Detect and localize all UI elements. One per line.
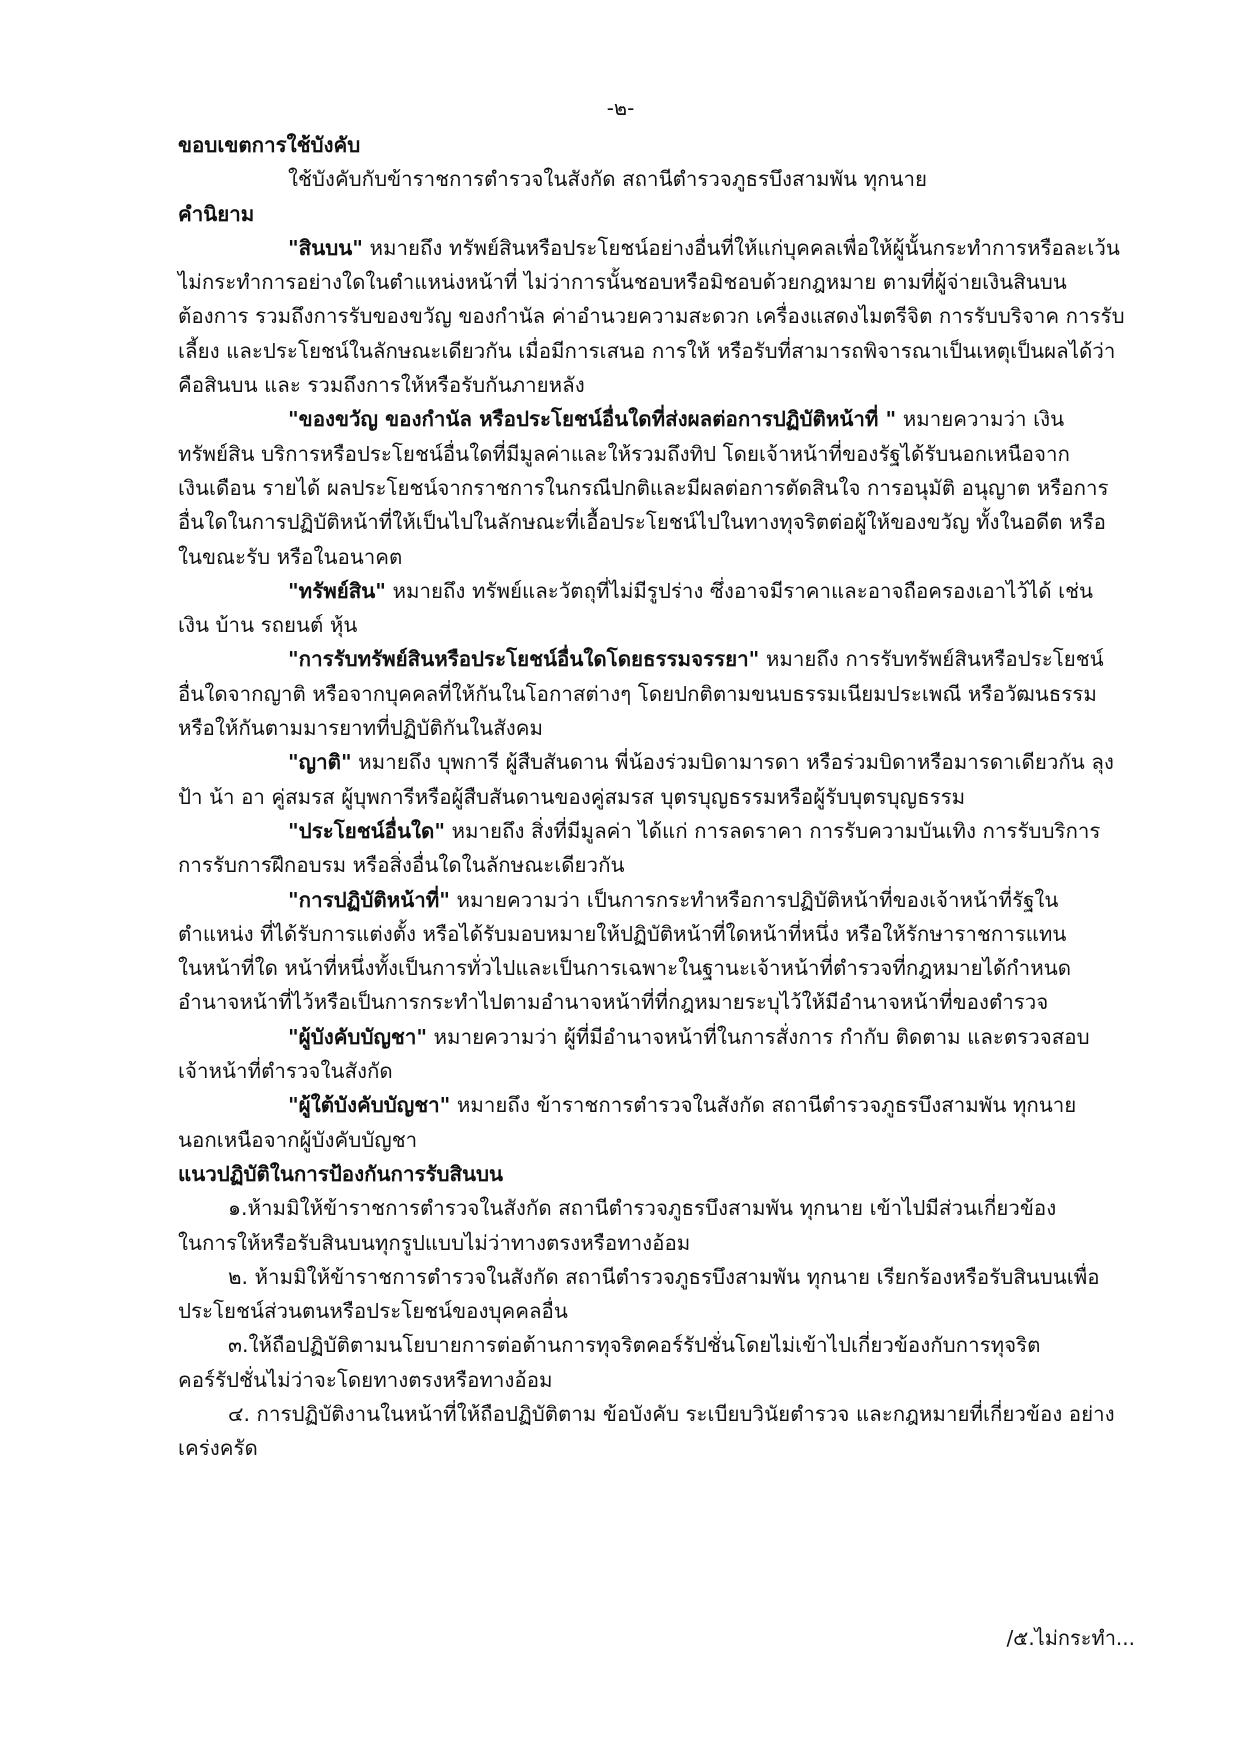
definition-line: ไม่กระทำการอย่างใดในตำแหน่งหน้าที่ ไม่ว่าการนั้นชอบหรือมิชอบด้วยกฎหมาย ตามที่ผู้จ่ายเงินสินบน bbox=[178, 270, 1067, 295]
continuation-footer: /๕.ไม่กระทำ... bbox=[1006, 1626, 1135, 1650]
scope-text: ใช้บังคับกับข้าราชการตำรวจในสังกัด สถานีตำรวจภูธรบึงสามพัน ทุกนาย bbox=[288, 167, 928, 192]
definition-text: หมายถึง ทรัพย์และวัตถุที่ไม่มีรูปร่าง ซึ่งอาจมีราคาและอาจถือครองเอาไว้ได้ เช่น bbox=[385, 578, 1094, 603]
definition-relatives bbox=[178, 745, 1135, 814]
definition-term: "ญาติ" bbox=[288, 750, 352, 775]
definition-line bbox=[178, 745, 1135, 779]
definition-supervisor bbox=[178, 1020, 1135, 1089]
definition-term: "ผู้บังคับบัญชา" bbox=[288, 1024, 428, 1049]
definition-text: หมายความว่า เป็นการกระทำหรือการปฏิบัติหน้าที่ของเจ้าหน้าที่รัฐใน bbox=[449, 887, 1059, 912]
definition-term: "ประโยชน์อื่นใด" bbox=[288, 818, 445, 843]
definition-line bbox=[178, 231, 1135, 265]
definition-line bbox=[178, 883, 1135, 917]
definition-line: อื่นใดจากญาติ หรือจากบุคคลที่ให้กันในโอกาสต่างๆ โดยปกติตามขนบธรรมเนียมประเพณี หรือวัฒนธรรม bbox=[178, 681, 1097, 706]
definition-term: "สินบน" bbox=[288, 235, 363, 260]
definition-line: เลี้ยง และประโยชน์ในลักษณะเดียวกัน เมื่อมีการเสนอ การให้ หรือรับที่สามารถพิจารณาเป็นเหตุเป็นผลได้ว่า bbox=[178, 338, 1116, 363]
definition-line bbox=[178, 1088, 1135, 1122]
definition-gifts bbox=[178, 402, 1135, 573]
definition-line: ต้องการ รวมถึงการรับของขวัญ ของกำนัล ค่าอำนวยความสะดวก เครื่องแสดงไมตรีจิต การรับบริจาค การรับ bbox=[178, 304, 1125, 329]
definition-line: ในขณะรับ หรือในอนาคต bbox=[178, 544, 403, 569]
definition-line bbox=[178, 642, 1135, 676]
definition-line bbox=[178, 402, 1135, 436]
practice-line: ประโยชน์ส่วนตนหรือประโยชน์ของบุคคลอื่น bbox=[178, 1299, 568, 1324]
practice-item-3 bbox=[178, 1328, 1135, 1397]
definition-line: นอกเหนือจากผู้บังคับบัญชา bbox=[178, 1127, 418, 1152]
practice-line: ๑.ห้ามมิให้ข้าราชการตำรวจในสังกัด สถานีตำรวจภูธรบึงสามพัน ทุกนาย เข้าไปมีส่วนเกี่ยวข้อง bbox=[228, 1196, 1057, 1221]
practice-heading: แนวปฏิบัติในการป้องกันการรับสินบน bbox=[178, 1161, 504, 1186]
definition-duty bbox=[178, 883, 1135, 1020]
definition-line: เงินเดือน รายได้ ผลประโยชน์จากราชการในกรณีปกติและมีผลต่อการตัดสินใจ การอนุมัติ อนุญาต หรือการ bbox=[178, 475, 1109, 500]
definition-text: หมายถึง การรับทรัพย์สินหรือประโยชน์ bbox=[759, 647, 1104, 672]
practice-line: ในการให้หรือรับสินบนทุกรูปแบบไม่ว่าทางตรงหรือทางอ้อม bbox=[178, 1230, 691, 1255]
definition-text: หมายถึง ข้าราชการตำรวจในสังกัด สถานีตำรวจภูธรบึงสามพัน ทุกนาย bbox=[450, 1093, 1077, 1118]
definition-property bbox=[178, 574, 1135, 643]
definition-line: เจ้าหน้าที่ตำรวจในสังกัด bbox=[178, 1059, 393, 1084]
definition-text: หมายถึง สิ่งที่มีมูลค่า ได้แก่ การลดราคา การรับความบันเทิง การรับบริการ bbox=[445, 818, 1101, 843]
definition-text: หมายความว่า ผู้ที่มีอำนาจหน้าที่ในการสั่งการ กำกับ ติดตาม และตรวจสอบ bbox=[427, 1024, 1090, 1049]
practice-line: คอร์รัปชั่นไม่ว่าจะโดยทางตรงหรือทางอ้อม bbox=[178, 1367, 553, 1392]
document-body bbox=[178, 128, 1135, 1466]
definition-line bbox=[178, 1020, 1135, 1054]
definition-text: หมายถึง ทรัพย์สินหรือประโยชน์อย่างอื่นที่ให้แก่บุคคลเพื่อให้ผู้นั้นกระทำการหรือละเว้น bbox=[362, 235, 1120, 260]
definition-line bbox=[178, 814, 1135, 848]
definition-line: การรับการฝึกอบรม หรือสิ่งอื่นใดในลักษณะเดียวกัน bbox=[178, 853, 625, 878]
definition-line: ตำแหน่ง ที่ได้รับการแต่งตั้ง หรือได้รับมอบหมายให้ปฏิบัติหน้าที่ใดหน้าที่หนึ่ง หรือให้รักษาราชการแทน bbox=[178, 921, 1067, 946]
definition-line: ทรัพย์สิน บริการหรือประโยชน์อื่นใดที่มีมูลค่าและให้รวมถึงทิป โดยเจ้าหน้าที่ของรัฐได้รับนอกเหนือจาก bbox=[178, 441, 1070, 466]
definition-text: หมายถึง บุพการี ผู้สืบสันดาน พี่น้องร่วมบิดามารดา หรือร่วมบิดาหรือมารดาเดียวกัน ลุง bbox=[351, 750, 1114, 775]
definition-ethical-receipt bbox=[178, 642, 1135, 745]
practice-line: ๒. ห้ามมิให้ข้าราชการตำรวจในสังกัด สถานีตำรวจภูธรบึงสามพัน ทุกนาย เรียกร้องหรือรับสินบนเพื่อ bbox=[228, 1264, 1100, 1289]
scope-heading: ขอบเขตการใช้บังคับ bbox=[178, 133, 361, 157]
definition-term: "ทรัพย์สิน" bbox=[288, 578, 386, 603]
definition-term: "ของขวัญ ของกำนัล หรือประโยชน์อื่นใดที่ส่งผลต่อการปฏิบัติหน้าที่ " bbox=[288, 407, 897, 432]
practice-line: ๓.ให้ถือปฏิบัติตามนโยบายการต่อต้านการทุจริตคอร์รัปชั่นโดยไม่เข้าไปเกี่ยวข้องกับการทุจริต bbox=[228, 1333, 1041, 1358]
practice-item-4 bbox=[178, 1397, 1135, 1466]
definition-line bbox=[178, 574, 1135, 608]
definitions-heading: คำนิยาม bbox=[178, 201, 255, 226]
definition-other-benefits bbox=[178, 814, 1135, 883]
definition-term: "ผู้ใต้บังคับบัญชา" bbox=[288, 1093, 451, 1118]
definition-line: เงิน บ้าน รถยนต์ หุ้น bbox=[178, 613, 358, 638]
definition-text: หมายความว่า เงิน bbox=[896, 407, 1065, 432]
definition-term: "การปฏิบัติหน้าที่" bbox=[288, 887, 450, 912]
definition-line: คือสินบน และ รวมถึงการให้หรือรับกันภายหลัง bbox=[178, 373, 585, 398]
practice-line: ๔. การปฏิบัติงานในหน้าที่ให้ถือปฏิบัติตาม ข้อบังคับ ระเบียบวินัยตำรวจ และกฎหมายที่เกี่ยวข้อง อย่าง bbox=[228, 1401, 1115, 1426]
page-number: -๒- bbox=[606, 96, 635, 120]
definition-line: ในหน้าที่ใด หน้าที่หนึ่งทั้งเป็นการทั่วไปและเป็นการเฉพาะในฐานะเจ้าหน้าที่ตำรวจที่กฎหมายได้กำหนด bbox=[178, 956, 1072, 981]
definition-line: อื่นใดในการปฏิบัติหน้าที่ให้เป็นไปในลักษณะที่เอื้อประโยชน์ไปในทางทุจริตต่อผู้ให้ของขวัญ ทั้งในอดีต หรือ bbox=[178, 510, 1106, 535]
definition-bribe bbox=[178, 231, 1135, 402]
definition-line: ป้า น้า อา คู่สมรส ผู้บุพการีหรือผู้สืบสันดานของคู่สมรส บุตรบุญธรรมหรือผู้รับบุตรบุญธรรม bbox=[178, 784, 966, 809]
definition-line: อำนาจหน้าที่ไว้หรือเป็นการกระทำไปตามอำนาจหน้าที่ที่กฎหมายระบุไว้ให้มีอำนาจหน้าที่ของตำรวจ bbox=[178, 990, 1049, 1015]
practice-item-2 bbox=[178, 1260, 1135, 1329]
definition-subordinate bbox=[178, 1088, 1135, 1157]
definition-line: หรือให้กันตามมารยาทที่ปฏิบัติกันในสังคม bbox=[178, 716, 544, 741]
practice-item-1 bbox=[178, 1191, 1135, 1260]
definition-term: "การรับทรัพย์สินหรือประโยชน์อื่นใดโดยธรรมจรรยา" bbox=[288, 647, 760, 672]
practice-line: เคร่งครัด bbox=[178, 1436, 258, 1461]
